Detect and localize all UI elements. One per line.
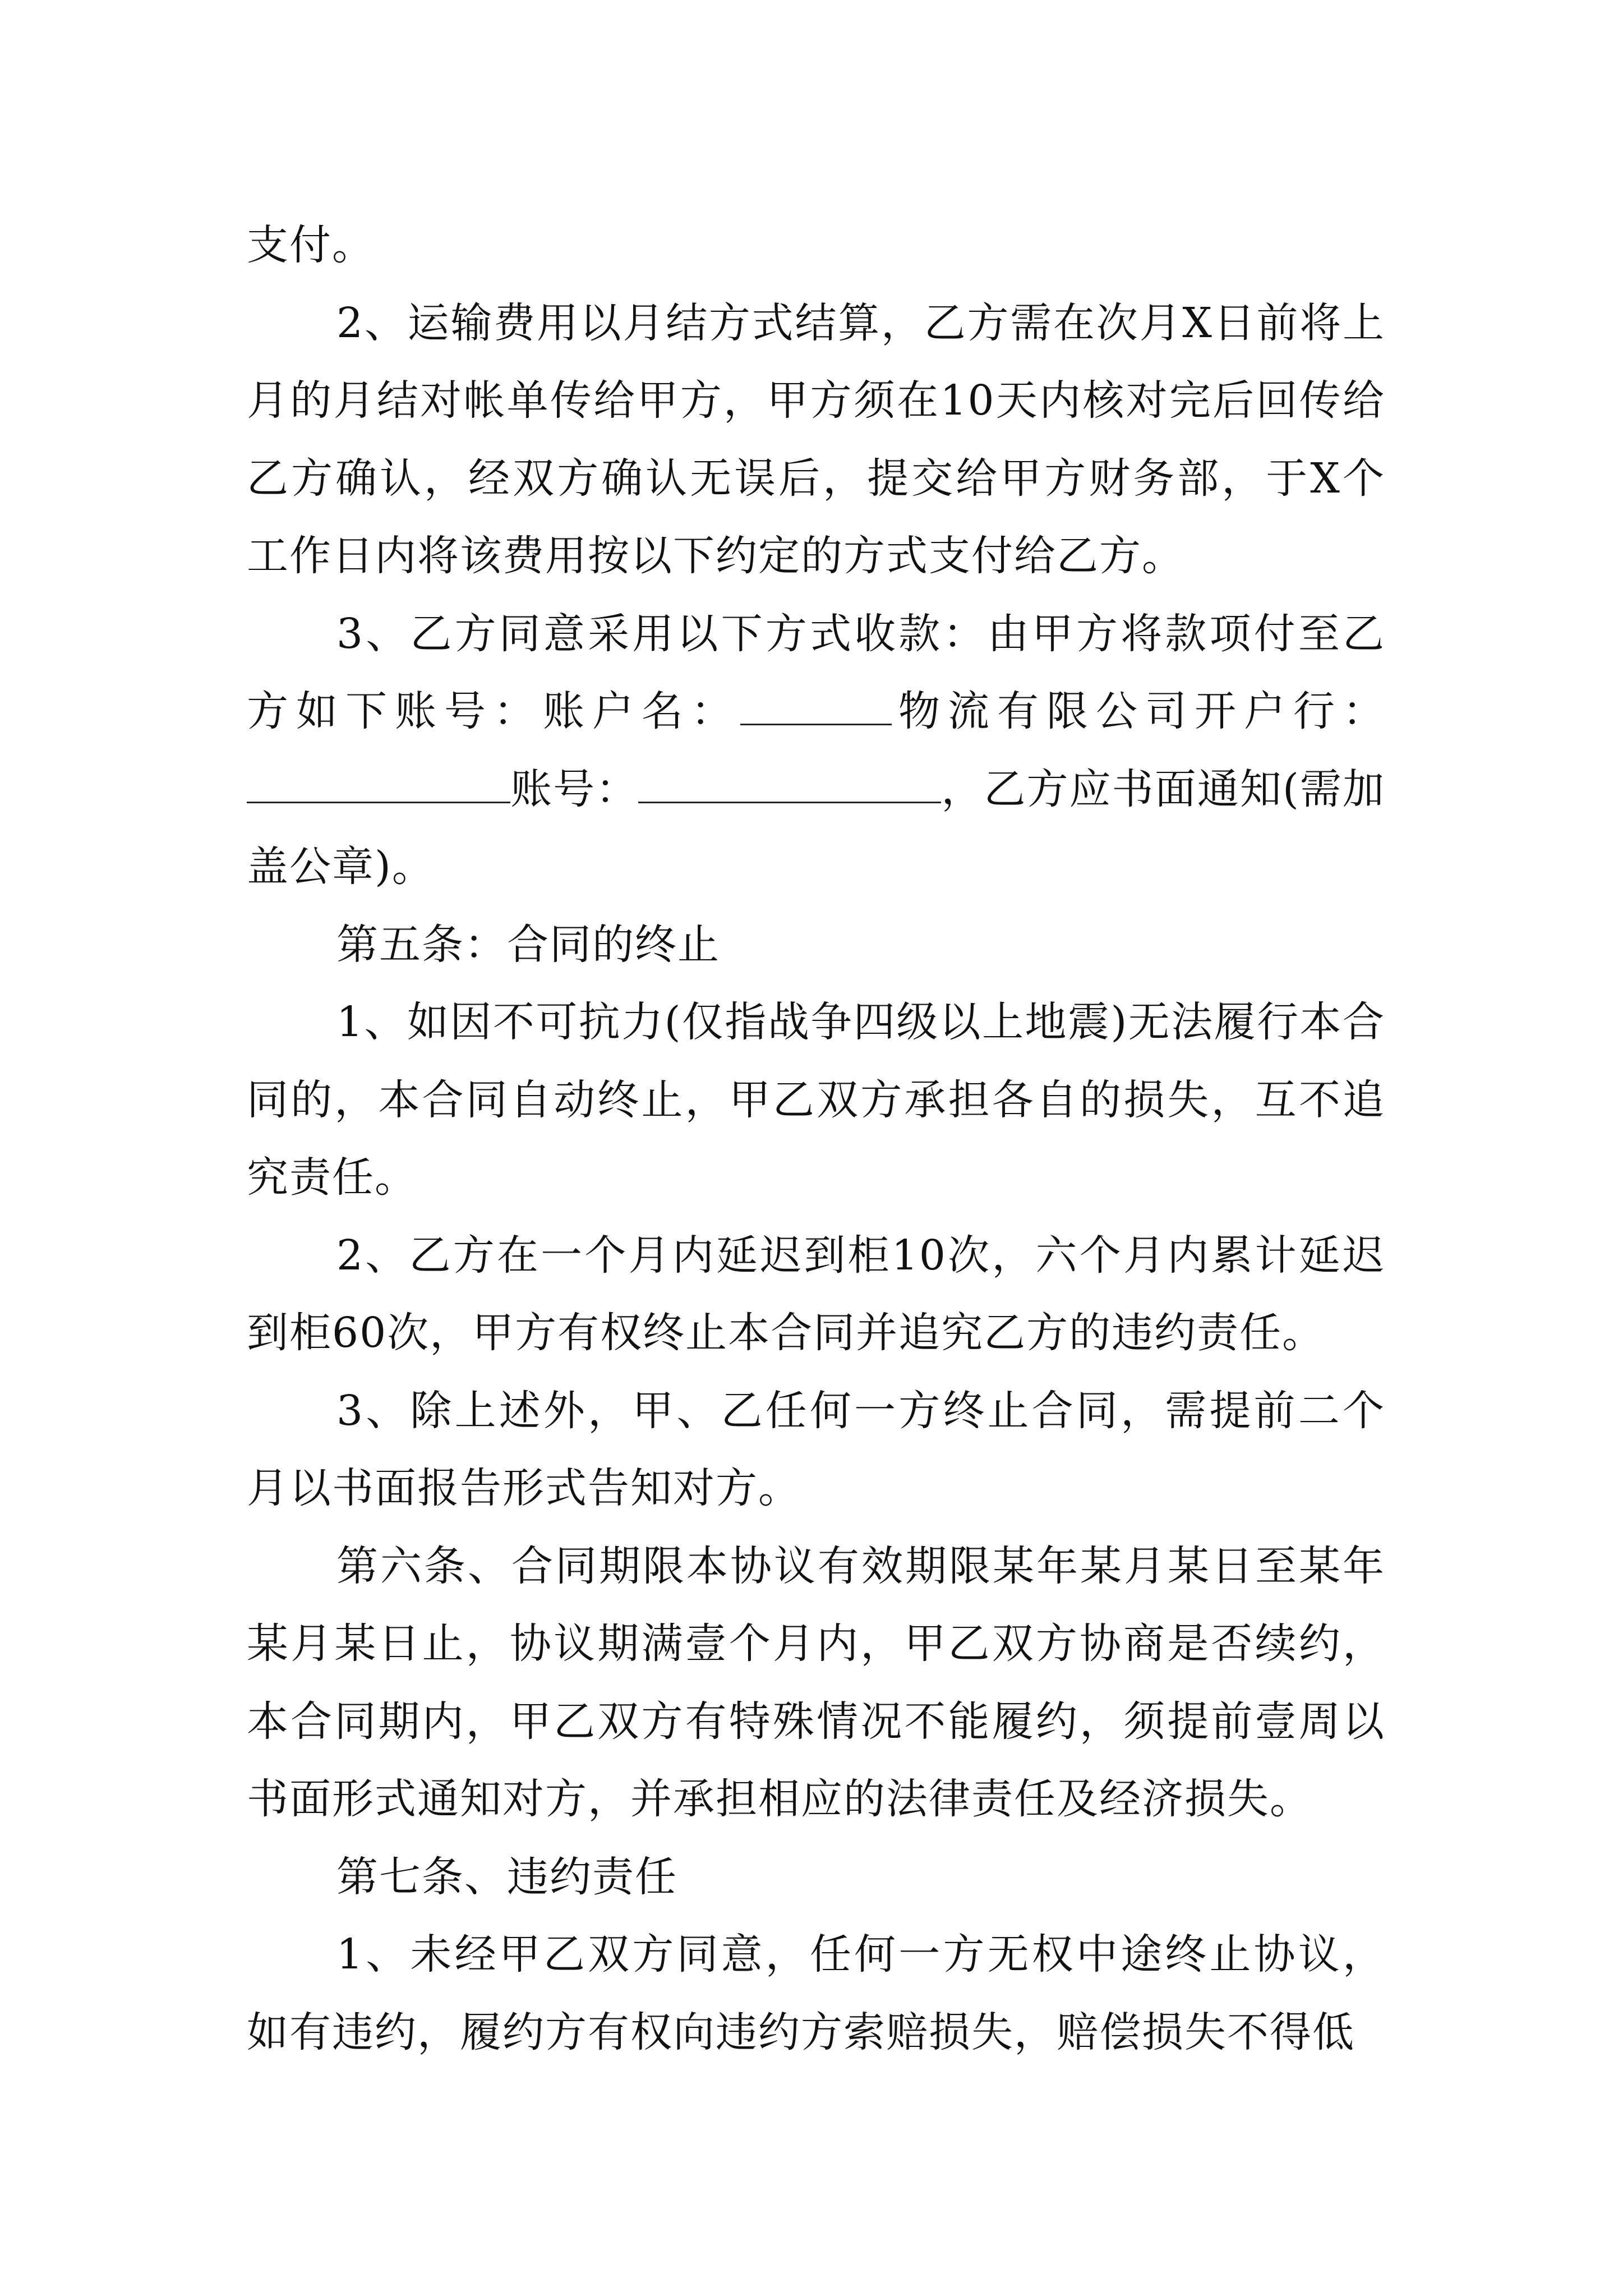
paragraph-notice-termination: 3、除上述外，甲、乙任何一方终止合同，需提前二个月以书面报告形式告知对方。 — [247, 1386, 1385, 1512]
account-info-text-2: 物流有限公司开户行： — [892, 687, 1385, 735]
account-name-blank — [740, 684, 892, 725]
account-info-text-1: 3、乙方同意采用以下方式收款：由甲方将款项付至乙方如下账号：账户名： — [247, 609, 1385, 735]
account-info-text-3: 账号： — [510, 765, 639, 813]
bank-name-blank — [247, 762, 510, 803]
heading-article-7: 第七条、违约责任 — [336, 1852, 677, 1901]
paragraph-article-6-term: 第六条、合同期限本协议有效期限某年某月某日至某年某月某日止，协议期满壹个月内，甲乙双方协商是否续约，本合同期内，甲乙双方有特殊情况不能履约，须提前壹周以书面形式通知对方，并承担相应的法律责任及经济损失。 — [247, 1542, 1385, 1823]
document-body — [247, 206, 1385, 2071]
paragraph-payment-end: 支付。 — [247, 221, 375, 269]
paragraph-monthly-settlement: 2、运输费用以月结方式结算，乙方需在次月X日前将上月的月结对帐单传给甲方，甲方须在10天内核对完后回传给乙方确认，经双方确认无误后，提交给甲方财务部，于X个工作日内将该费用按以下约定的方式支付给乙方。 — [247, 298, 1385, 580]
paragraph-account-info — [247, 595, 1385, 906]
paragraph-delay-termination: 2、乙方在一个月内延迟到柜10次，六个月内累计延迟到柜60次，甲方有权终止本合同并追究乙方的违约责任。 — [247, 1231, 1385, 1357]
heading-article-5: 第五条：合同的终止 — [336, 920, 720, 969]
paragraph-breach: 1、未经甲乙双方同意，任何一方无权中途终止协议，如有违约，履约方有权向违约方索赔损失，赔偿损失不得低 — [247, 1930, 1385, 2056]
account-info-text-4: ，乙方应书面通知(需加盖公章)。 — [247, 765, 1386, 891]
account-number-blank — [638, 762, 941, 803]
paragraph-force-majeure: 1、如因不可抗力(仅指战争四级以上地震)无法履行本合同的，本合同自动终止，甲乙双方承担各自的损失，互不追究责任。 — [247, 998, 1385, 1202]
